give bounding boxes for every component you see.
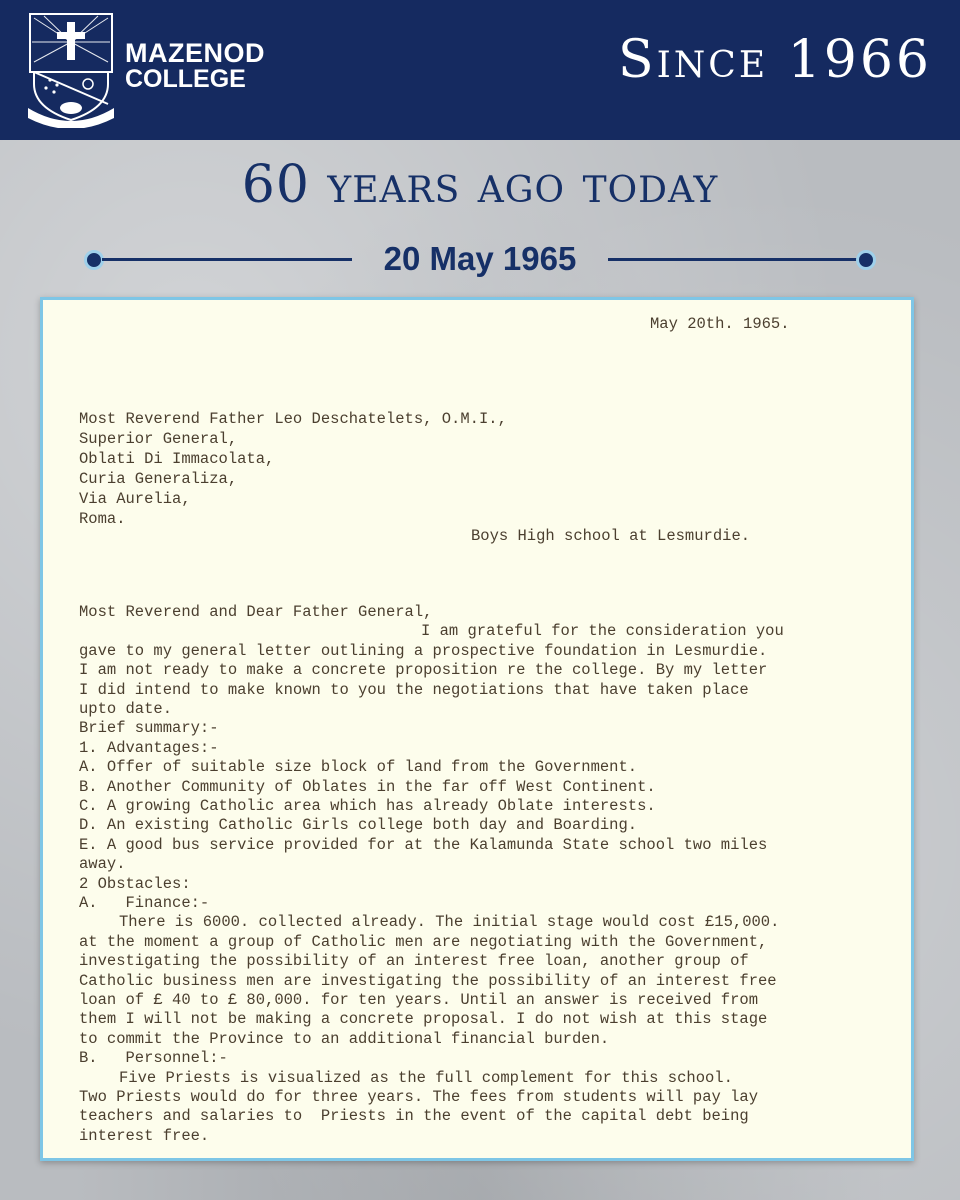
letter-subject: Boys High school at Lesmurdie. — [471, 527, 751, 545]
body-line: interest free. — [79, 1127, 210, 1145]
body-line: teachers and salaries to Priests in the event of the capital debt being — [79, 1107, 749, 1125]
body-line: at the moment a group of Catholic men are negotiating with the Government, — [79, 933, 768, 951]
college-name-line2: COLLEGE — [125, 65, 246, 93]
body-line: Catholic business men are investigating the possibility of an interest free — [79, 972, 777, 990]
body-line: loan of £ 40 to £ 80,000. for ten years. Until an answer is received from — [79, 991, 759, 1009]
body-line: gave to my general letter outlining a prospective foundation in Lesmurdie. — [79, 642, 768, 660]
body-line: to commit the Province to an additional financial burden. — [79, 1030, 610, 1048]
college-name — [125, 40, 265, 92]
letter-salutation: Most Reverend and Dear Father General, — [79, 603, 433, 621]
body-line: D. An existing Catholic Girls college both day and Boarding. — [79, 816, 638, 834]
page-title: 60 years ago today — [241, 155, 719, 215]
body-line: B. Another Community of Oblates in the far off West Continent. — [79, 778, 656, 796]
college-crest-logo — [24, 12, 118, 128]
address-line: Most Reverend Father Leo Deschatelets, O.M.I., — [79, 410, 507, 428]
since-year-text: Since 1966 — [617, 30, 932, 90]
address-line: Curia Generaliza, — [79, 470, 238, 488]
body-line: 1. Advantages:- — [79, 739, 219, 757]
body-line: There is 6000. collected already. The initial stage would cost £15,000. — [119, 913, 780, 931]
address-line: Roma. — [79, 510, 126, 528]
body-line: I am grateful for the consideration you — [421, 622, 784, 640]
body-line: I did intend to make known to you the negotiations that have taken place — [79, 681, 749, 699]
body-line: Two Priests would do for three years. The fees from students will pay lay — [79, 1088, 759, 1106]
body-line: 2 Obstacles: — [79, 875, 191, 893]
body-line: investigating the possibility of an interest free loan, another group of — [79, 952, 749, 970]
body-line: Brief summary:- — [79, 719, 219, 737]
body-line: A. Offer of suitable size block of land from the Government. — [79, 758, 638, 776]
body-line: I am not ready to make a concrete proposition re the college. By my letter — [79, 661, 768, 679]
body-line: B. Personnel:- — [79, 1049, 228, 1067]
letter-document — [40, 297, 914, 1161]
date-banner — [84, 240, 876, 280]
body-line: away. — [79, 855, 126, 873]
body-line: A. Finance:- — [79, 894, 210, 912]
college-name-line1: MAZENOD — [125, 38, 265, 68]
address-line: Via Aurelia, — [79, 490, 191, 508]
header-banner — [0, 0, 960, 140]
body-line: upto date. — [79, 700, 173, 718]
letter-date: May 20th. 1965. — [650, 315, 790, 333]
body-line: C. A growing Catholic area which has already Oblate interests. — [79, 797, 656, 815]
body-line: them I will not be making a concrete proposal. I do not wish at this stage — [79, 1010, 768, 1028]
body-line: E. A good bus service provided for at the Kalamunda State school two miles — [79, 836, 768, 854]
address-line: Superior General, — [79, 430, 238, 448]
body-line: Five Priests is visualized as the full complement for this school. — [119, 1069, 733, 1087]
date-text: 20 May 1965 — [383, 240, 577, 277]
address-line: Oblati Di Immacolata, — [79, 450, 275, 468]
